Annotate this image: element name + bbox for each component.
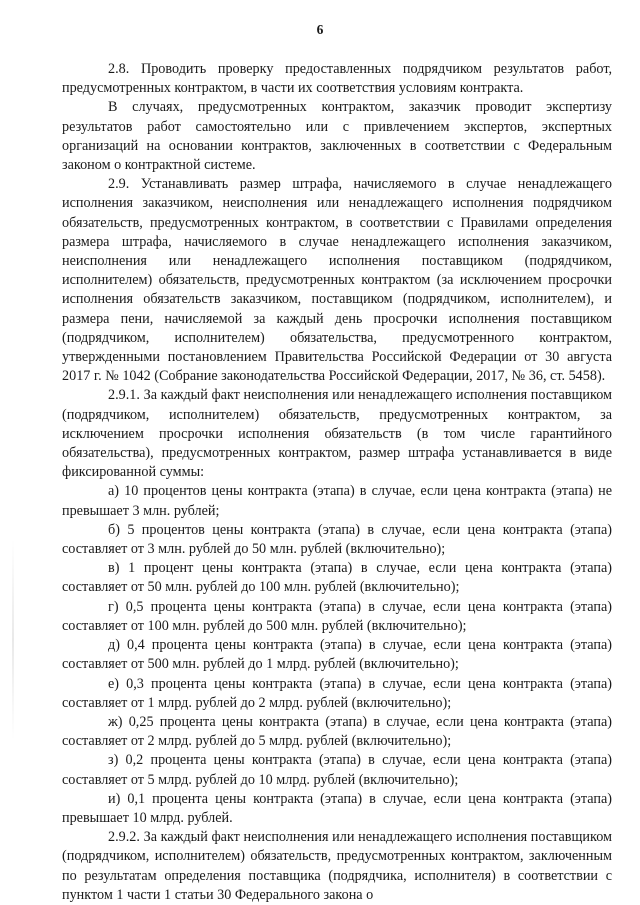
list-item-g: г) 0,5 процента цены контракта (этапа) в случае, если цена контракта (этапа) составляет от 100 млн. рублей до 500 млн. рублей (включительно); xyxy=(62,598,612,634)
list-item-a: а) 10 процентов цены контракта (этапа) в случае, если цена контракта (этапа) не превышает 3 млн. рублей; xyxy=(62,483,612,519)
list-item-zh: ж) 0,25 процента цены контракта (этапа) в случае, если цена контракта (этапа) составляет от 2 млрд. рублей до 5 млрд. рублей (включительно); xyxy=(62,713,612,750)
list-item-e: е) 0,3 процента цены контракта (этапа) в случае, если цена контракта (этапа) составляет от 1 млрд. рублей до 2 млрд. рублей (включительно); xyxy=(62,675,612,711)
paragraph-2-9-2: 2.9.2. За каждый факт неисполнения или ненадлежащего исполнения поставщиком (подрядчиком, исполнителем) обязательств, предусмотренных контрактом, заключенным по результатам определения поставщика (подрядчика, исполнителя) в соответствии с пунктом 1 части 1 статьи 30 Федерального закона о xyxy=(62,829,612,903)
document-body xyxy=(62,60,612,905)
scan-edge-shadow xyxy=(12,540,14,740)
page-number: 6 xyxy=(316,22,324,37)
list-item-b: б) 5 процентов цены контракта (этапа) в случае, если цена контракта (этапа) составляет от 3 млн. рублей до 50 млн. рублей (включительно); xyxy=(62,521,612,558)
paragraph-expertise: В случаях, предусмотренных контрактом, заказчик проводит экспертизу результатов работ самостоятельно или с привлечением экспертов, экспертных организаций на основании контрактов, заключенных в соответствии с Федеральным законом о контрактной системе. xyxy=(62,99,612,174)
paragraph-2-9-1: 2.9.1. За каждый факт неисполнения или ненадлежащего исполнения поставщиком (подрядчиком, исполнителем) обязательств, предусмотренных контрактом, за исключением просрочки исполнения обязательств (в том числе гарантийного обязательства), предусмотренных контрактом, размер штрафа устанавливается в виде фиксированной суммы: xyxy=(62,387,612,481)
paragraph-2-8: 2.8. Проводить проверку предоставленных подрядчиком результатов работ, предусмотренных контрактом, в части их соответствия условиям контракта. xyxy=(62,61,612,97)
list-item-v: в) 1 процент цены контракта (этапа) в случае, если цена контракта (этапа) составляет от 50 млн. рублей до 100 млн. рублей (включительно); xyxy=(62,560,612,596)
list-item-z: з) 0,2 процента цены контракта (этапа) в случае, если цена контракта (этапа) составляет от 5 млрд. рублей до 10 млрд. рублей (включительно); xyxy=(62,752,612,788)
paragraph-2-9: 2.9. Устанавливать размер штрафа, начисляемого в случае ненадлежащего исполнения заказчиком, неисполнения или ненадлежащего исполнения подрядчиком обязательств, предусмотренных контрактом, в соответствии с Правилами определения размера штрафа, начисляемого в случае ненадлежащего исполнения заказчиком, неисполнения или ненадлежащего исполнения поставщиком (подрядчиком, исполнителем) обязательств, предусмотренных контрактом (за исключением просрочки исполнения обязательств заказчиком, поставщиком (подрядчиком, исполнителем), и размера пени, начисляемой за каждый день просрочки исполнения поставщиком (подрядчиком, исполнителем) обязательства, предусмотренного контрактом, утвержденными постановлением Правительства Российской Федерации от 30 августа 2017 г. № 1042 (Собрание законодательства Российской Федерации, 2017, № 36, ст. 5458). xyxy=(62,176,612,385)
list-item-d: д) 0,4 процента цены контракта (этапа) в случае, если цена контракта (этапа) составляет от 500 млн. рублей до 1 млрд. рублей (включительно); xyxy=(62,637,612,673)
list-item-i: и) 0,1 процента цены контракта (этапа) в случае, если цена контракта (этапа) превышает 10 млрд. рублей. xyxy=(62,790,612,826)
